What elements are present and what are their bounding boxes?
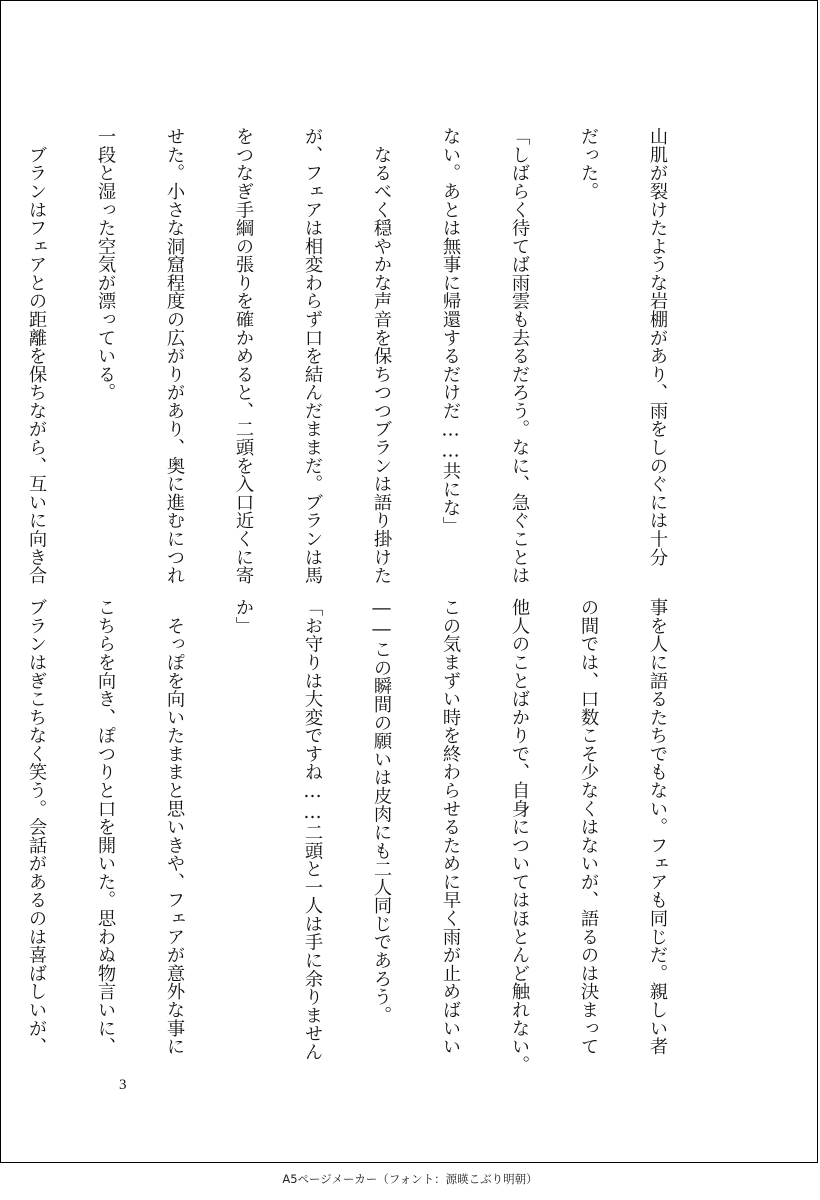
- text-line: 他人のことばかりで、自身についてはほとんど触れない。: [509, 598, 530, 1074]
- text-line: の間では、口数こそ少なくはないが、語るのは決まって: [578, 598, 599, 1056]
- text-line: 山肌が裂けたような岩棚があり、雨をしのぐには十分: [647, 127, 668, 566]
- upper-text-block: [26, 127, 715, 585]
- text-line: ブランはぎこちなく笑う。会話があるのは喜ばしいが、: [26, 598, 47, 1056]
- text-line: そっぽを向いたままと思いきや、フェアが意外な事に: [164, 598, 185, 1056]
- text-line: か」: [233, 598, 254, 635]
- text-line: だった。: [578, 127, 599, 201]
- text-line: 「お守りは大変ですね……二頭と一人は手に余りません: [302, 598, 323, 1061]
- text-line: こちらを向き、ぽつりと口を開いた。思わぬ物言いに、: [95, 598, 116, 1056]
- text-line: 「しばらく待てば雨雲も去るだろう。なに、急ぐことは: [509, 127, 530, 585]
- text-line: 事を人に語るたちでもない。フェアも同じだ。親しい者: [647, 598, 668, 1056]
- text-line: なるべく穏やかな声音を保ちつつブランは語り掛けた: [371, 127, 392, 585]
- lower-text-block: [26, 598, 715, 1074]
- text-line: ブランはフェアとの距離を保ちながら、互いに向き合: [26, 127, 47, 585]
- text-line: 一段と湿った空気が漂っている。: [95, 127, 116, 402]
- text-line: が、フェアは相変わらず口を結んだままだ。ブランは馬: [302, 127, 323, 585]
- page-number: 3: [119, 1077, 127, 1093]
- text-line: ――この瞬間の願いは皮肉にも二人同じであろう。: [371, 598, 392, 1025]
- text-line: せた。小さな洞窟程度の広がりがあり、奥に進むにつれ: [164, 127, 185, 585]
- text-line: この気まずい時を終わらせるために早く雨が止めばいい: [440, 598, 461, 1056]
- text-line: ない。あとは無事に帰還するだけだ……共にな」: [440, 127, 461, 535]
- footer-caption: A5ページメーカー（フォント：源暎こぶり明朝）: [282, 1172, 538, 1186]
- text-line: をつなぎ手綱の張りを確かめると、二頭を入口近くに寄: [233, 127, 254, 585]
